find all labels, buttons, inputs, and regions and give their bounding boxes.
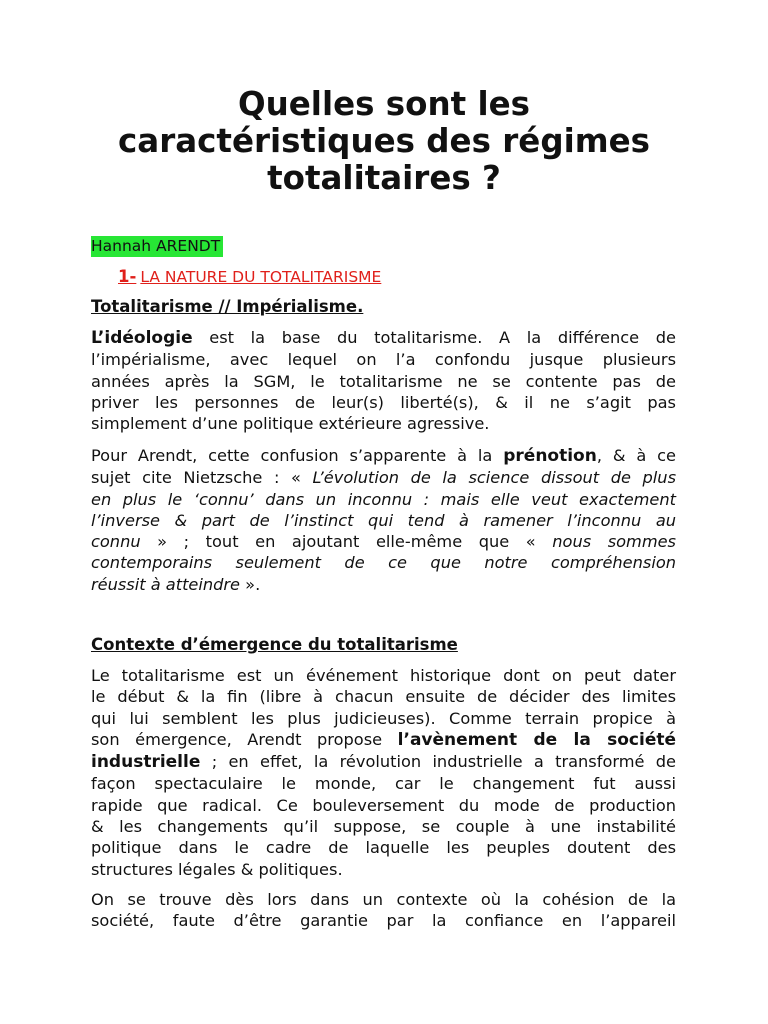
text-span: est la base du totalitarisme. A la différence de — [192, 328, 676, 347]
text-line — [91, 751, 676, 773]
text-line: & les changements qu’il suppose, se couple à une instabilité — [91, 817, 676, 837]
quote-text: réussit à atteindre — [91, 574, 241, 594]
author-name: Hannah ARENDT — [91, 236, 223, 257]
text-line — [91, 467, 676, 488]
text-line: simplement d’une politique extérieure agressive. — [91, 414, 490, 434]
document-title — [60, 86, 708, 197]
text-line: priver les personnes de leur(s) liberté(s), & il ne s’agit pas — [91, 392, 676, 412]
text-span: son émergence, Arendt propose — [91, 729, 398, 749]
section-number: 1- — [118, 267, 137, 286]
quote-text: nous sommes — [552, 532, 676, 552]
quote-text: connu — [91, 532, 141, 552]
paragraph-context — [91, 665, 676, 880]
text-span: sujet cite Nietzsche : « — [91, 468, 313, 488]
quote-line: contemporains seulement de ce que notre compréhension — [91, 553, 676, 573]
subheading-imperialism: Totalitarisme // Impérialisme. — [91, 297, 364, 316]
text-line — [91, 445, 676, 467]
text-line: structures légales & politiques. — [91, 859, 343, 879]
section-heading — [118, 266, 381, 288]
paragraph-ideology — [91, 327, 676, 434]
text-line: rapide que radical. Ce bouleversement du mode de production — [91, 795, 676, 815]
text-span: , & à ce — [596, 446, 677, 465]
text-line: politique dans le cadre de laquelle les peuples doutent des — [91, 838, 676, 858]
paragraph-cohesion — [91, 889, 676, 932]
text-span: » ; tout en ajoutant elle-même que « — [140, 532, 553, 552]
text-span: Pour Arendt, cette confusion s’apparente à la — [91, 446, 504, 465]
paragraph-nietzsche — [91, 445, 676, 595]
text-line — [91, 327, 676, 349]
quote-line: l’inverse & part de l’instinct qui tend à ramener l’inconnu au — [91, 510, 676, 530]
text-line: années après la SGM, le totalitarisme ne se contente pas de — [91, 371, 676, 391]
subheading-context: Contexte d’émergence du totalitarisme — [91, 635, 458, 654]
bold-term: prénotion — [503, 446, 597, 466]
quote-line: en plus le ‘connu’ dans un inconnu : mais elle veut exactement — [91, 489, 676, 509]
title-line: Quelles sont les — [238, 85, 530, 123]
title-line: totalitaires ? — [267, 159, 501, 197]
bold-term: l’avènement de la société — [397, 729, 677, 750]
text-line: Le totalitarisme est un événement historique dont on peut dater — [91, 666, 676, 685]
section-heading-text: LA NATURE DU TOTALITARISME — [140, 268, 382, 286]
text-line: qui lui semblent les plus judicieuses). Comme terrain propice à — [91, 708, 676, 728]
bold-term: industrielle — [91, 752, 201, 773]
text-line: On se trouve dès lors dans un contexte où la cohésion de la — [91, 890, 676, 909]
text-span: ». — [240, 574, 261, 594]
text-line: le début & la fin (libre à chacun ensuite de décider des limites — [91, 687, 676, 707]
text-line: l’impérialisme, avec lequel on l’a confondu jusque plusieurs — [91, 350, 676, 370]
text-span: ; en effet, la révolution industrielle a transformé de — [200, 752, 676, 772]
bold-term: L’idéologie — [91, 328, 193, 348]
text-line — [91, 729, 676, 751]
text-line: société, faute d’être garantie par la confiance en l’appareil — [91, 911, 676, 931]
quote-text: L’évolution de la science dissout de plus — [312, 468, 677, 488]
title-line: caractéristiques des régimes — [118, 122, 650, 160]
text-line: façon spectaculaire le monde, car le changement fut aussi — [91, 774, 676, 794]
text-line — [91, 531, 676, 552]
text-line — [91, 574, 676, 595]
